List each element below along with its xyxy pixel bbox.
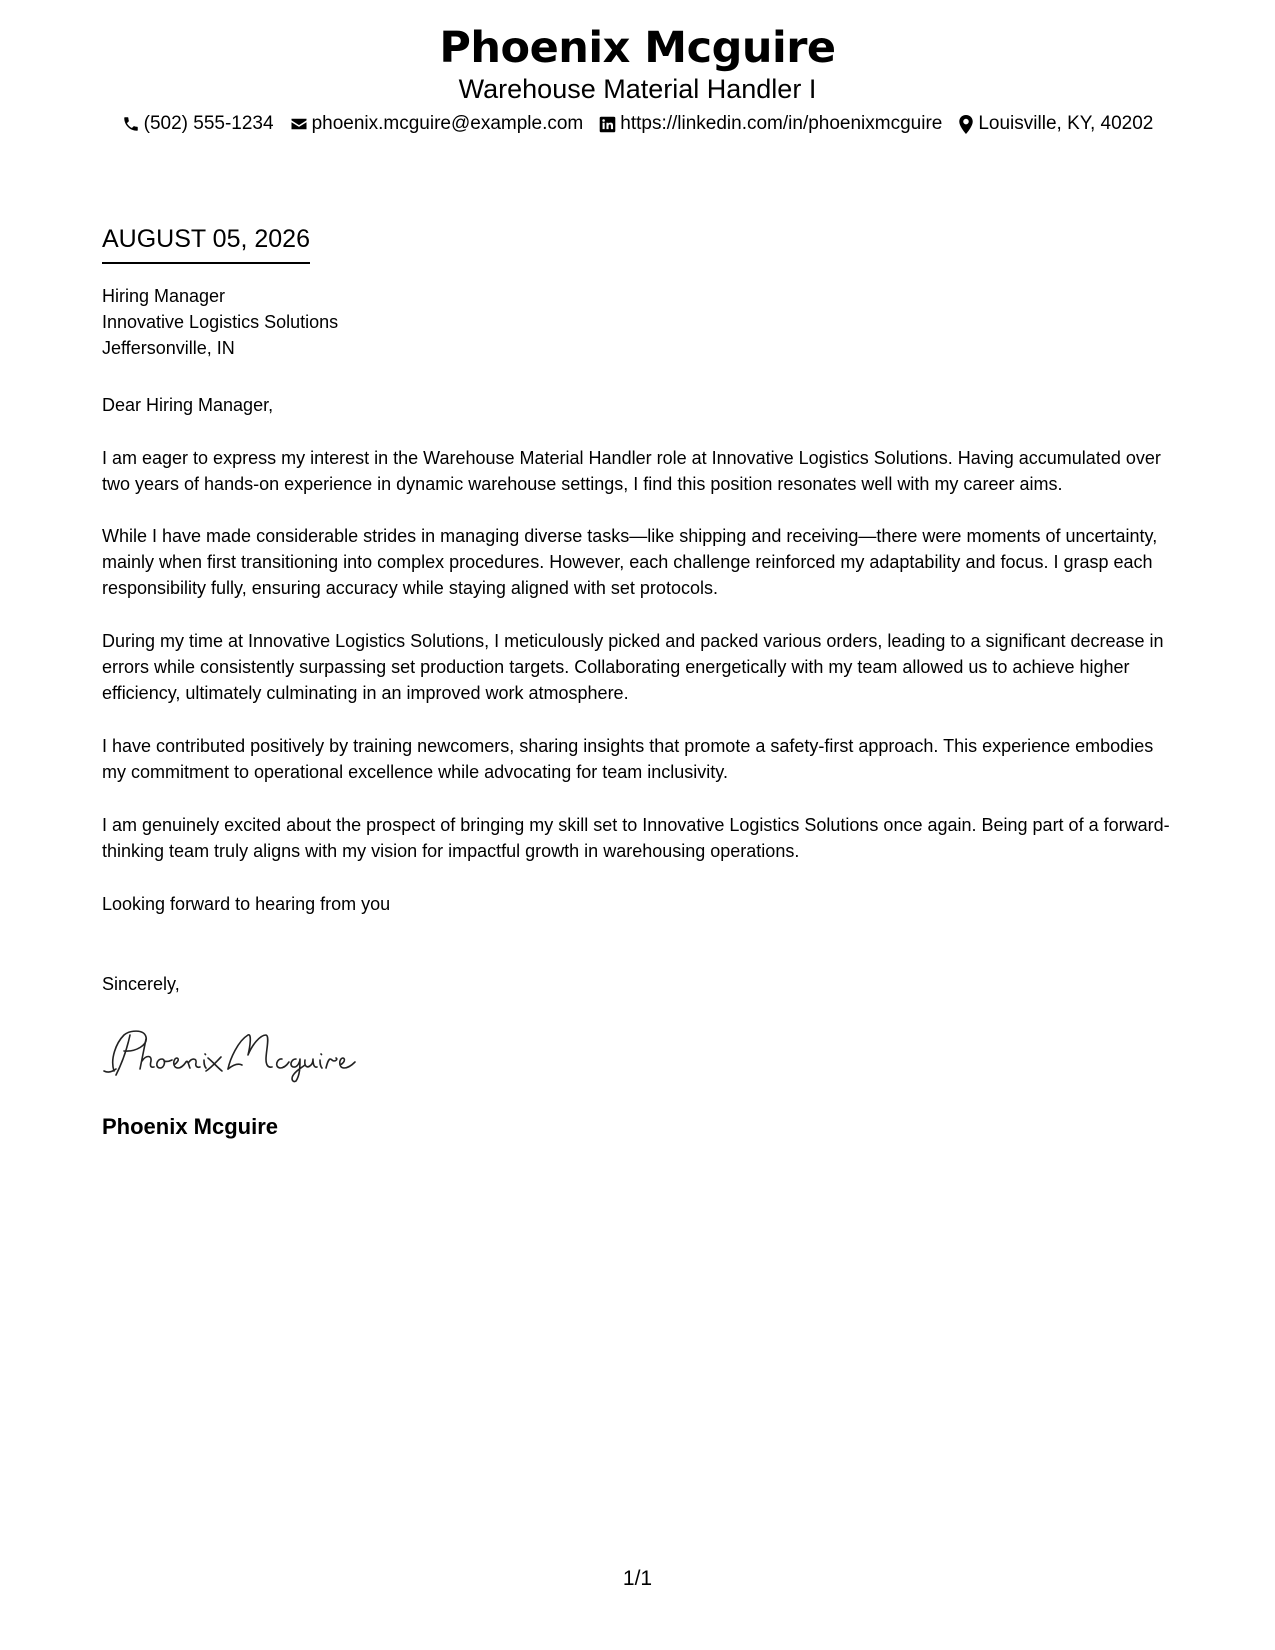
linkedin-url: https://linkedin.com/in/phoenixmcguire: [620, 113, 943, 134]
phone-number: (502) 555-1234: [143, 113, 274, 134]
letter-date: AUGUST 05, 2026: [102, 222, 310, 264]
body-paragraph-4: I have contributed positively by training newcomers, sharing insights that promote a safety-first approach. This experience embodies my commitment to operational excellence while advocating for team inclusivity.: [102, 736, 1154, 782]
handwritten-signature: [100, 1025, 370, 1085]
location-text: Louisville, KY, 40202: [978, 113, 1154, 134]
email-address: phoenix.mcguire@example.com: [311, 113, 584, 134]
envelope-icon: [290, 115, 308, 133]
contact-email: [290, 111, 584, 137]
body-paragraph-3: During my time at Innovative Logistics Solutions, I meticulously picked and packed various orders, leading to a significant decrease in errors while consistently surpassing set production targets. Collaborating energetically with my team allowed us to achieve higher efficiency, ultimately culminating in an improved work atmosphere.: [102, 631, 1164, 703]
recipient-location: Jeffersonville, IN: [102, 338, 235, 358]
body-paragraph-5: I am genuinely excited about the prospect of bringing my skill set to Innovative Logistics Solutions once again. Being part of a forward-thinking team truly aligns with my vision for impactful growth in warehousing operations.: [102, 815, 1170, 861]
signed-name: Phoenix Mcguire: [102, 1114, 279, 1139]
closing-line: Looking forward to hearing from you: [102, 894, 391, 914]
recipient-title: Hiring Manager: [102, 286, 226, 306]
applicant-name: Phoenix Mcguire: [439, 23, 836, 73]
job-title: Warehouse Material Handler I: [458, 74, 817, 104]
contact-row: [0, 111, 1275, 137]
body-paragraph-2: While I have made considerable strides in managing diverse tasks—like shipping and receiving—there were moments of uncertainty, mainly when first transitioning into complex procedures. However, each challenge reinforced my adaptability and focus. I grasp each responsibility fully, ensuring accuracy while staying aligned with set protocols.: [102, 526, 1158, 598]
page-number: 1/1: [622, 1567, 653, 1590]
body-paragraph-1: I am eager to express my interest in the Warehouse Material Handler role at Innovative Logistics Solutions. Having accumulated over two years of hands-on experience in dynamic warehouse settings, I find this position resonates well with my career aims.: [102, 448, 1161, 494]
contact-location: [958, 111, 1153, 137]
recipient-company: Innovative Logistics Solutions: [102, 312, 339, 332]
recipient-block: [102, 283, 1182, 361]
sign-off: Sincerely,: [102, 974, 180, 994]
contact-phone: [122, 111, 274, 137]
phone-icon: [122, 115, 140, 133]
map-pin-icon: [958, 115, 974, 134]
salutation: Dear Hiring Manager,: [102, 395, 274, 415]
linkedin-icon: [599, 116, 616, 133]
contact-linkedin: [599, 111, 942, 137]
